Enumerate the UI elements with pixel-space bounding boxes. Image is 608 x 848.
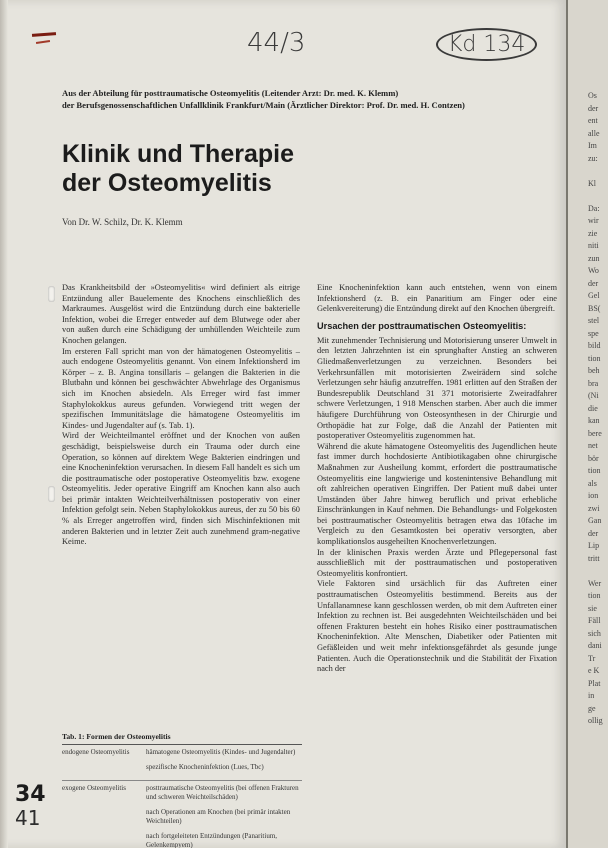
next-page-fragment: tion [588, 353, 601, 363]
next-page-fragment: Im [588, 141, 597, 150]
affiliation [62, 87, 532, 111]
next-page-fragment: spe [588, 328, 599, 338]
next-page-fragment: Tr [588, 653, 596, 663]
next-page-fragment: bild [588, 341, 601, 350]
next-page-fragment: zun [588, 253, 600, 263]
next-page-fragment: der [588, 103, 599, 113]
next-page-fragment: e K [588, 666, 600, 675]
next-page-fragment: als [588, 478, 597, 488]
next-page-fragment: in [588, 691, 595, 700]
handwritten-file-number: 44/3 [247, 28, 306, 58]
column-right [317, 283, 557, 675]
next-page-fragment: zwi [588, 503, 600, 513]
next-page-fragment: die [588, 403, 598, 413]
binder-hole-2 [48, 486, 55, 502]
paragraph: Wird der Weichteilmantel eröffnet und der Knochen von außen geschädigt, beispielsweise durch ein Trauma oder durch eine Operation, so können auf direktem Wege Bakterien eindringen und eine Knocheninfektion verursachen. In diesem Fall handelt es sich um die posttraumatische oder postoperative Osteomyelitis bzw. exogene Osteomyelitis. Jeder operative Eingriff am Knochen kann also auch bei primär intakten Weichteilverhältnissen postoperativ von einer Infektion gefolgt sein. Neben Staphylokokkus aureus, der zu 50 bis 60 % als Erreger angetroffen wird, finden sich Mischinfektionen mit anderen Bakterien und in letzter Zeit auch zunehmend gram-negative Keime. [62, 431, 300, 547]
next-page-fragment: bra [588, 378, 599, 388]
next-page-fragment: Wer [588, 578, 602, 588]
next-page-fragment: sich [588, 628, 601, 638]
next-page-fragment: Os [588, 91, 597, 100]
next-page-fragment: beh [588, 366, 600, 375]
next-page-fragment: Gan [588, 516, 602, 525]
binder-hole-1 [48, 286, 55, 302]
forms-table [62, 744, 302, 848]
table-item: posttraumatische Osteomyelitis (bei offenen Frakturen und schweren Weichteilschäden) [146, 784, 299, 801]
affiliation-line-2: der Berufsgenossenschaftlichen Unfallklinik Frankfurt/Main (Ärztlicher Direktor: Prof. Dr. med. H. Contzen) [62, 100, 465, 110]
next-page-fragment: tion [588, 466, 601, 475]
paragraph: Während die akute hämatogene Osteomyelitis des Jugendlichen heute fast immer durch hochdosierte Antibiotikagaben ohne chirurgische Maßnahmen zur Ausheilung kommt, erfordert die posttraumatische Osteomyelitis eine langwierige und kostenintensive Behandlung mit oft zahlreichen operativen Eingriffen. Der Patient muß dabei unter Umständen über Jahre hinweg beruflich und privat erhebliche Einschränkungen in Kauf nehmen. Die Behandlungs- und Folgekosten bei posttraumatischer Osteomyelitis betragen etwa das 10fache im Vergleich zu den Gesamtkosten bei operativ versorgten, aber komplikationslos ausgeheilten Knochenverletzungen. [317, 441, 557, 547]
next-page-fragment: wir [588, 216, 599, 225]
column-left [62, 283, 300, 548]
next-page-fragment: zu: [588, 153, 598, 163]
handwritten-page-number: 41 [15, 806, 41, 830]
next-page-fragment: sie [588, 603, 597, 613]
paragraph: Im ersteren Fall spricht man von der hämatogenen Osteomyelitis – auch endogene Osteomyelitis genannt. Von einem Infektionsherd im Körper – z. B. Angina tonsillaris – gelangen die Bakterien in die Blutbahn und können bei geschwächter Abwehrlage des Organismus sich im Knochen absiedeln. Als Erreger wird fast immer Staphylokokkus aureus gefunden. Vorwiegend tritt wegen der spezifischen Immunitätslage die hämatogene Osteomyelitis im Kindes- und Jugendalter auf (s. Tab. 1). [62, 346, 300, 430]
next-page-fragment: alle [588, 128, 600, 138]
next-page-fragment: zie [588, 228, 598, 238]
table-cell-items [146, 748, 302, 778]
next-page-fragment: bere [588, 428, 602, 438]
table-cell-form: exogene Osteomyelitis [62, 784, 126, 792]
authors: Von Dr. W. Schilz, Dr. K. Klemm [62, 217, 183, 227]
article-title [62, 140, 294, 198]
next-page-fragment: ent [588, 116, 598, 125]
table-cell-items [146, 784, 302, 848]
next-page-fragment: kan [588, 416, 600, 425]
next-page-fragment: der [588, 528, 599, 538]
next-page-fragment: ge [588, 703, 596, 713]
handwritten-stamp: Kd 134 [436, 28, 537, 61]
next-page-fragment: tion [588, 591, 601, 600]
paragraph: Eine Knocheninfektion kann auch entstehen, wenn von einem Infektionsherd (z. B. ein Panaritium am Finger oder eine Gelenkvereiterung) die Entzündung direkt auf den Knochen übergreift. [317, 283, 557, 314]
next-page-fragment: tritt [588, 553, 600, 563]
red-pen-mark-2 [36, 40, 50, 44]
next-page-fragment: Gel [588, 291, 600, 300]
section-heading: Ursachen der posttraumatischen Osteomyelitis: [317, 320, 527, 331]
next-page-fragment: Lip [588, 541, 600, 550]
next-page-fragment: ollig [588, 716, 603, 725]
table-item: nach Operationen am Knochen (bei primär intakten Weichteilen) [146, 808, 291, 825]
paragraph: Das Krankheitsbild der »Osteomyelitis« wird definiert als eitrige Entzündung aller Bauelemente des Knochens einschließlich des Markraumes. Ausgelöst wird die Entzündung durch eine bakterielle Infektion, wobei die Erreger entweder auf dem Blutwege oder aber von außen durch eine Schädigung der umhüllenden Weichteile zum Knochen gelangen. [62, 283, 300, 345]
next-page-fragment: stel [588, 316, 600, 325]
next-page-fragment: Da: [588, 203, 600, 213]
table-item: nach fortgeleiteten Entzündungen (Panaritium, Gelenkempyem) [146, 832, 278, 848]
affiliation-line-1: Aus der Abteilung für posttraumatische Osteomyelitis (Leitender Arzt: Dr. med. K. Klemm) [62, 88, 399, 98]
table-item: spezifische Knocheninfektion (Lues, Tbc) [146, 763, 264, 771]
next-page-fragment: der [588, 278, 599, 288]
next-page-fragment: ion [588, 491, 599, 500]
next-page-fragment: Kl [588, 178, 596, 188]
next-page-fragment: Plat [588, 678, 601, 688]
next-page-fragment: net [588, 441, 598, 450]
next-page-fragment: niti [588, 241, 599, 250]
table-row [62, 780, 302, 848]
red-pen-mark [32, 32, 56, 37]
title-line-1: Klinik und Therapie [62, 140, 294, 168]
next-page-fragment: BS( [588, 303, 601, 313]
next-page-strip [566, 0, 608, 848]
next-page-fragment: Wo [588, 266, 599, 275]
title-line-2: der Osteomyelitis [62, 169, 272, 197]
paragraph: Viele Faktoren sind ursächlich für das Auftreten einer posttraumatischen Osteomyelitis bestimmend. Bereits aus der Unfallanamnese kann geschlossen werden, ob mit dem Auftreten einer Infektion zu rechnen ist. Bei ausgedehnten Weichteilschäden und bei offenen Frakturen besteht ein hohes Risiko einer posttraumatischen Knocheninfektion. Alte Menschen, Diabetiker oder Patienten mit Gefäßleiden und weit mehr infektionsgefährdet als gesunde junge Patienten. Auch die Operationstechnik und die Stabilität der Fixation nach der [317, 579, 557, 674]
next-page-fragment: Fäll [588, 616, 601, 625]
table-cell-form: endogene Osteomyelitis [62, 748, 130, 756]
paragraph: In der klinischen Praxis werden Ärzte und Pflegepersonal fast ausschließlich mit der posttraumatischen und postoperativen Osteomyelitis konfrontiert. [317, 547, 557, 578]
table-caption: Tab. 1: Formen der Osteomyelitis [62, 732, 171, 741]
next-page-fragment: dani [588, 641, 602, 650]
page-number: 34 [15, 782, 46, 807]
next-page-fragment: bör [588, 453, 599, 463]
table-item: hämatogene Osteomyelitis (Kindes- und Jugendalter) [146, 748, 296, 756]
next-page-fragment: (Ni [588, 391, 599, 400]
paragraph: Mit zunehmender Technisierung und Motorisierung unserer Umwelt in den letzten Jahrzehnten ist ein sprunghafter Anstieg an schweren Gliedmaßenverletzungen zu verzeichnen. Besonders bei Verkehrsunfällen mit motorisierten Zweirädern sind solche Verletzungen sehr häufig anzutreffen. 1981 erlitten auf den Straßen der Bundesrepublik Deutschland 31 371 motorisierte Zweiradfahrer schwere Verletzungen, 1 918 Menschen starben. Aber auch die immer häufigere Durchführung von Osteosynthesen in der Chirurgie und Orthopädie hat zur Folge, daß die Anzahl der Patienten mit postoperativer Osteomyelitis zugenommen hat. [317, 335, 557, 441]
page-edge [0, 0, 8, 848]
table-row [62, 745, 302, 778]
